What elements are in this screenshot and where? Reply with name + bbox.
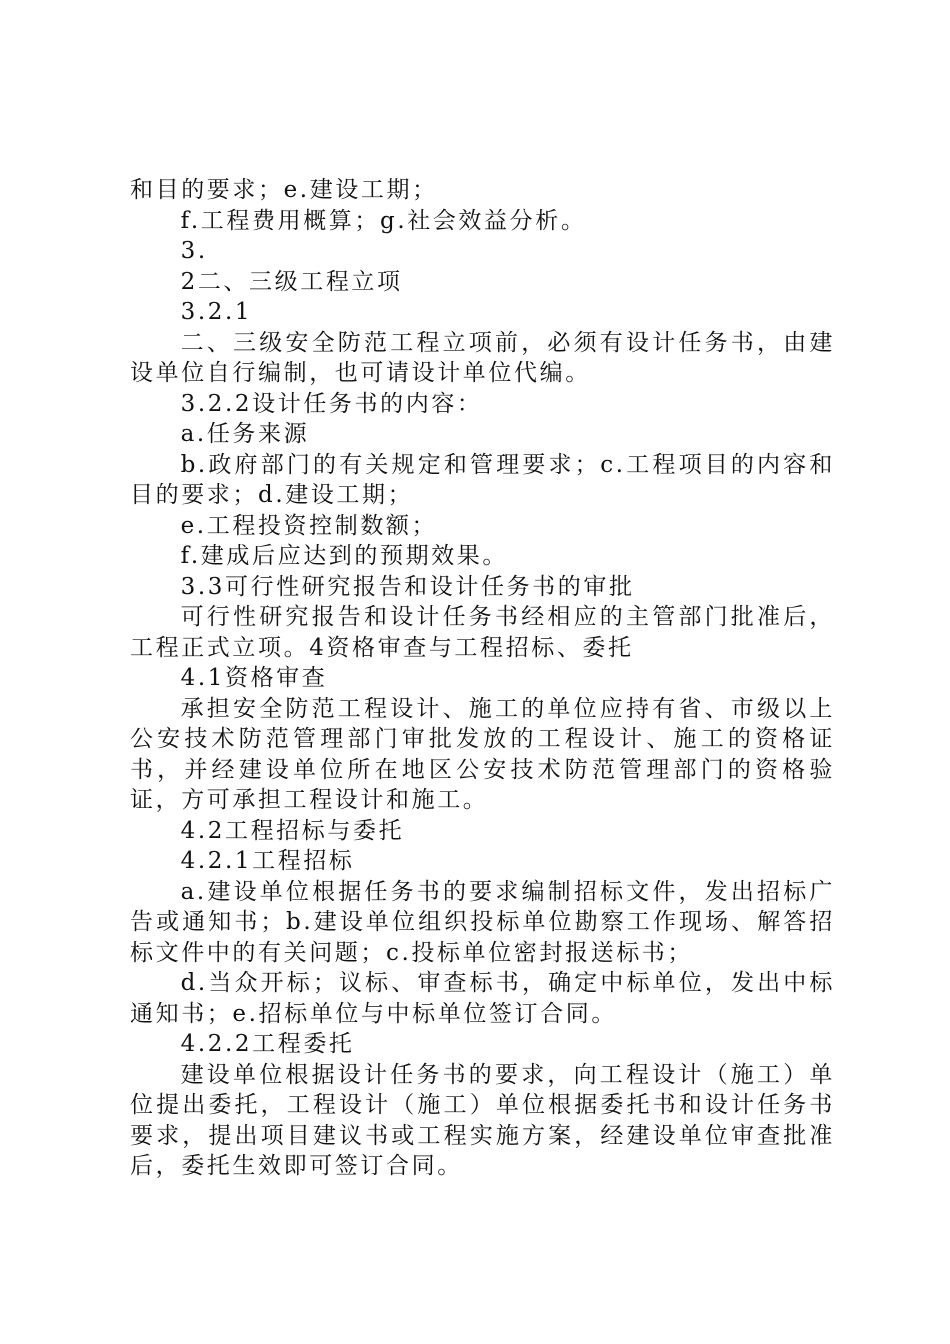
section-number: 3. (180, 238, 208, 264)
list-item: b.政府部门的有关规定和管理要求；c.工程项目的内容和目的要求；d.建设工期； (130, 451, 835, 508)
section-heading: 4.2.2工程委托 (180, 1031, 355, 1057)
section-heading: 4.1资格审查 (180, 665, 328, 691)
section-heading: 3.2.2设计任务书的内容： (180, 390, 483, 417)
paragraph: 建设单位根据设计任务书的要求，向工程设计（施工）单位提出委托，工程设计（施工）单位根据委托书和设计任务书要求，提出项目建议书或工程实施方案，经建设单位审查批准后，委托生效即可签订合同。 (130, 1061, 835, 1179)
list-item: d.当众开标；议标、审查标书，确定中标单位，发出中标通知书；e.招标单位与中标单位签订合同。 (130, 970, 835, 1027)
paragraph: f.工程费用概算；g.社会效益分析。 (180, 207, 587, 234)
section-heading: 4.2.1工程招标 (180, 848, 355, 874)
section-heading: 4.2工程招标与委托 (180, 817, 405, 844)
paragraph: 承担安全防范工程设计、施工的单位应持有省、市级以上公安技术防范管理部门审批发放的工程设计、施工的资格证书，并经建设单位所在地区公安技术防范管理部门的资格验证，方可承担工程设计和施工。 (130, 695, 835, 813)
section-number: 3.2.1 (180, 299, 253, 325)
list-item: f.建成后应达到的预期效果。 (180, 543, 508, 569)
paragraph: 可行性研究报告和设计任务书经相应的主管部门批准后，工程正式立项。4资格审查与工程招标、委托 (130, 604, 835, 661)
list-item: a.任务来源 (180, 421, 310, 447)
paragraph: 和目的要求；e.建设工期； (130, 177, 438, 203)
paragraph: 二、三级安全防范工程立项前，必须有设计任务书，由建设单位自行编制，也可请设计单位代编。 (130, 329, 835, 386)
list-item: a.建设单位根据任务书的要求编制招标文件，发出招标广告或通知书；b.建设单位组织投标单位勘察工作现场、解答招标文件中的有关问题；c.投标单位密封报送标书； (130, 878, 835, 966)
list-item: e.工程投资控制数额； (180, 512, 438, 539)
section-heading: 3.3可行性研究报告和设计任务书的审批 (180, 573, 635, 600)
document-body (130, 175, 835, 1182)
section-heading: 2二、三级工程立项 (180, 268, 403, 295)
